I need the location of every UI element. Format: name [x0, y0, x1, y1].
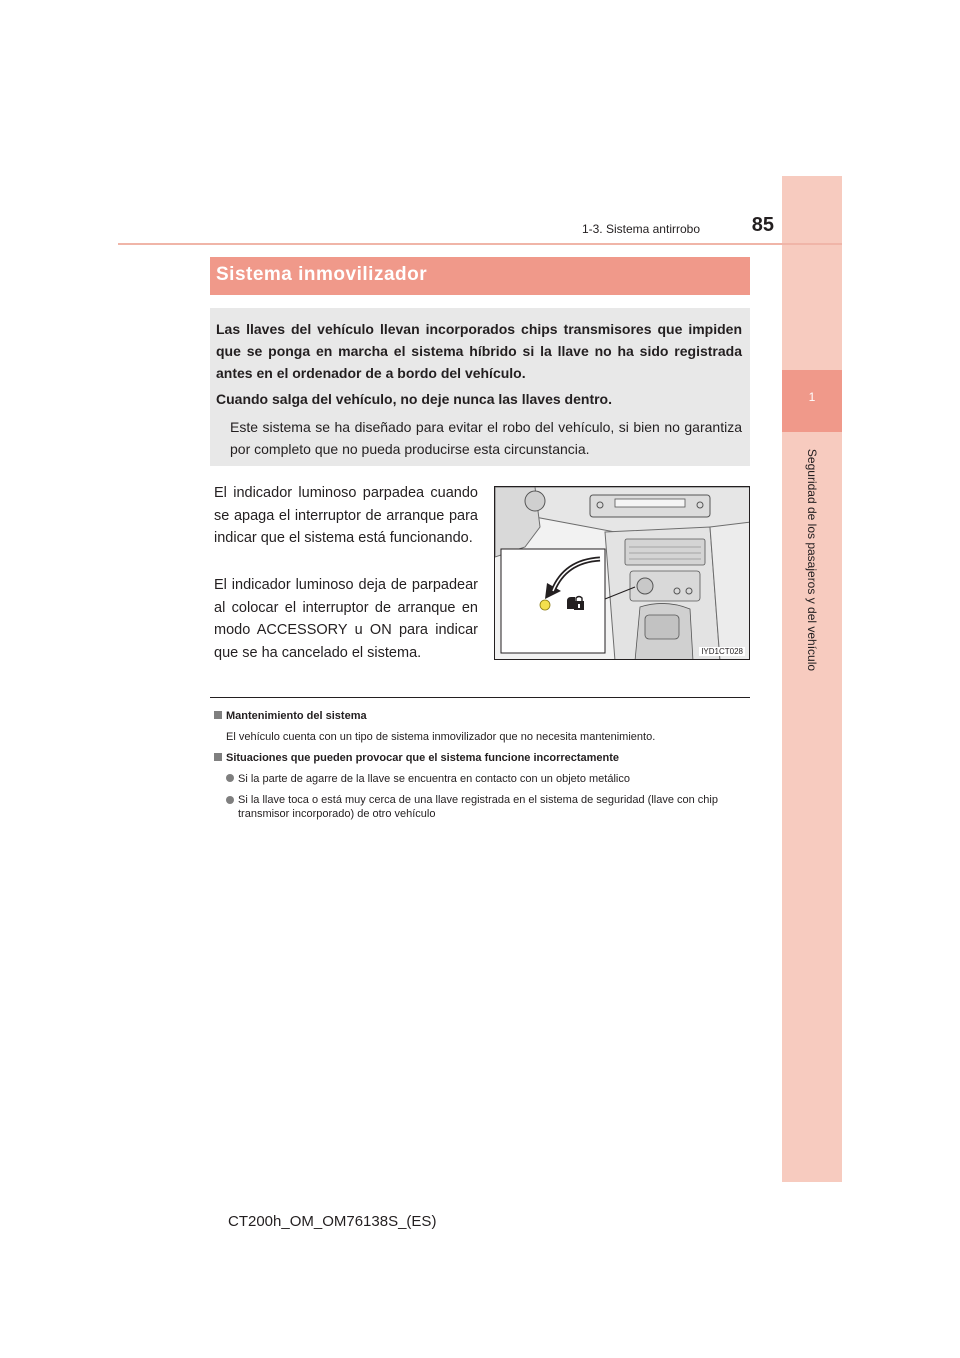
note-2-title: Situaciones que pueden provocar que el sistema funcione incorrectamente [226, 752, 620, 764]
notes-divider [210, 697, 750, 698]
section-title-bar [210, 257, 750, 295]
intro-paragraph-1: Las llaves del vehículo llevan incorporados chips transmisores que impiden que se ponga en marcha el sistema híbrido si la llave no ha sido registrada antes en el ordenador de a bordo del vehículo. [216, 321, 742, 381]
page-number: 85 [751, 214, 774, 236]
note-1-text: El vehículo cuenta con un tipo de sistema inmovilizador que no necesita mantenimiento. [226, 731, 656, 743]
dashboard-illustration [494, 486, 750, 660]
chapter-title: Seguridad de los pasajeros y del vehículo [805, 448, 819, 672]
body-paragraph-2: El indicador luminoso deja de parpadear al colocar el interruptor de arranque en modo ACCESSORY u ON para indicar que se ha cancelado el sistema. [214, 577, 478, 661]
dot-bullet-icon [226, 796, 234, 804]
body-paragraph-1: El indicador luminoso parpadea cuando se apaga el interruptor de arranque para indicar que el sistema está funcionando. [214, 485, 478, 546]
intro-paragraph-2: Cuando salga del vehículo, no deje nunca las llaves dentro. [216, 391, 612, 407]
section-title: Sistema inmovilizador [216, 264, 428, 285]
chapter-number: 1 [808, 390, 816, 404]
square-bullet-icon [214, 711, 222, 719]
dot-bullet-icon [226, 774, 234, 782]
note-2-bullet-1-row [226, 772, 750, 786]
indicator-light-icon [540, 600, 550, 610]
intro-paragraph-3: Este sistema se ha diseñado para evitar el robo del vehículo, si bien no garantiza por completo que no pueda producirse esta circunstancia. [230, 419, 742, 457]
dashboard-drawing [495, 487, 750, 660]
intro-box [210, 308, 750, 466]
immobilizer-symbol-icon [567, 597, 584, 611]
document-footer: CT200h_OM_OM76138S_(ES) [228, 1213, 437, 1230]
header-rule [118, 243, 842, 245]
chapter-side-strip [782, 176, 842, 1182]
note-2-bullet-2-row [226, 793, 750, 821]
section-label: 1-3. Sistema antirrobo [581, 222, 700, 236]
square-bullet-icon [214, 753, 222, 761]
figure-code: IYD1CT028 [701, 647, 743, 656]
note-2-bullet-1: Si la parte de agarre de la llave se encuentra en contacto con un objeto metálico [238, 773, 630, 785]
note-2-title-row [214, 751, 619, 765]
note-1-title: Mantenimiento del sistema [226, 710, 367, 722]
note-1-title-row [214, 709, 367, 723]
note-2-bullet-2: Si la llave toca o está muy cerca de una llave registrada en el sistema de seguridad (llave con chip transmisor incorporado) de otro vehículo [238, 794, 718, 820]
